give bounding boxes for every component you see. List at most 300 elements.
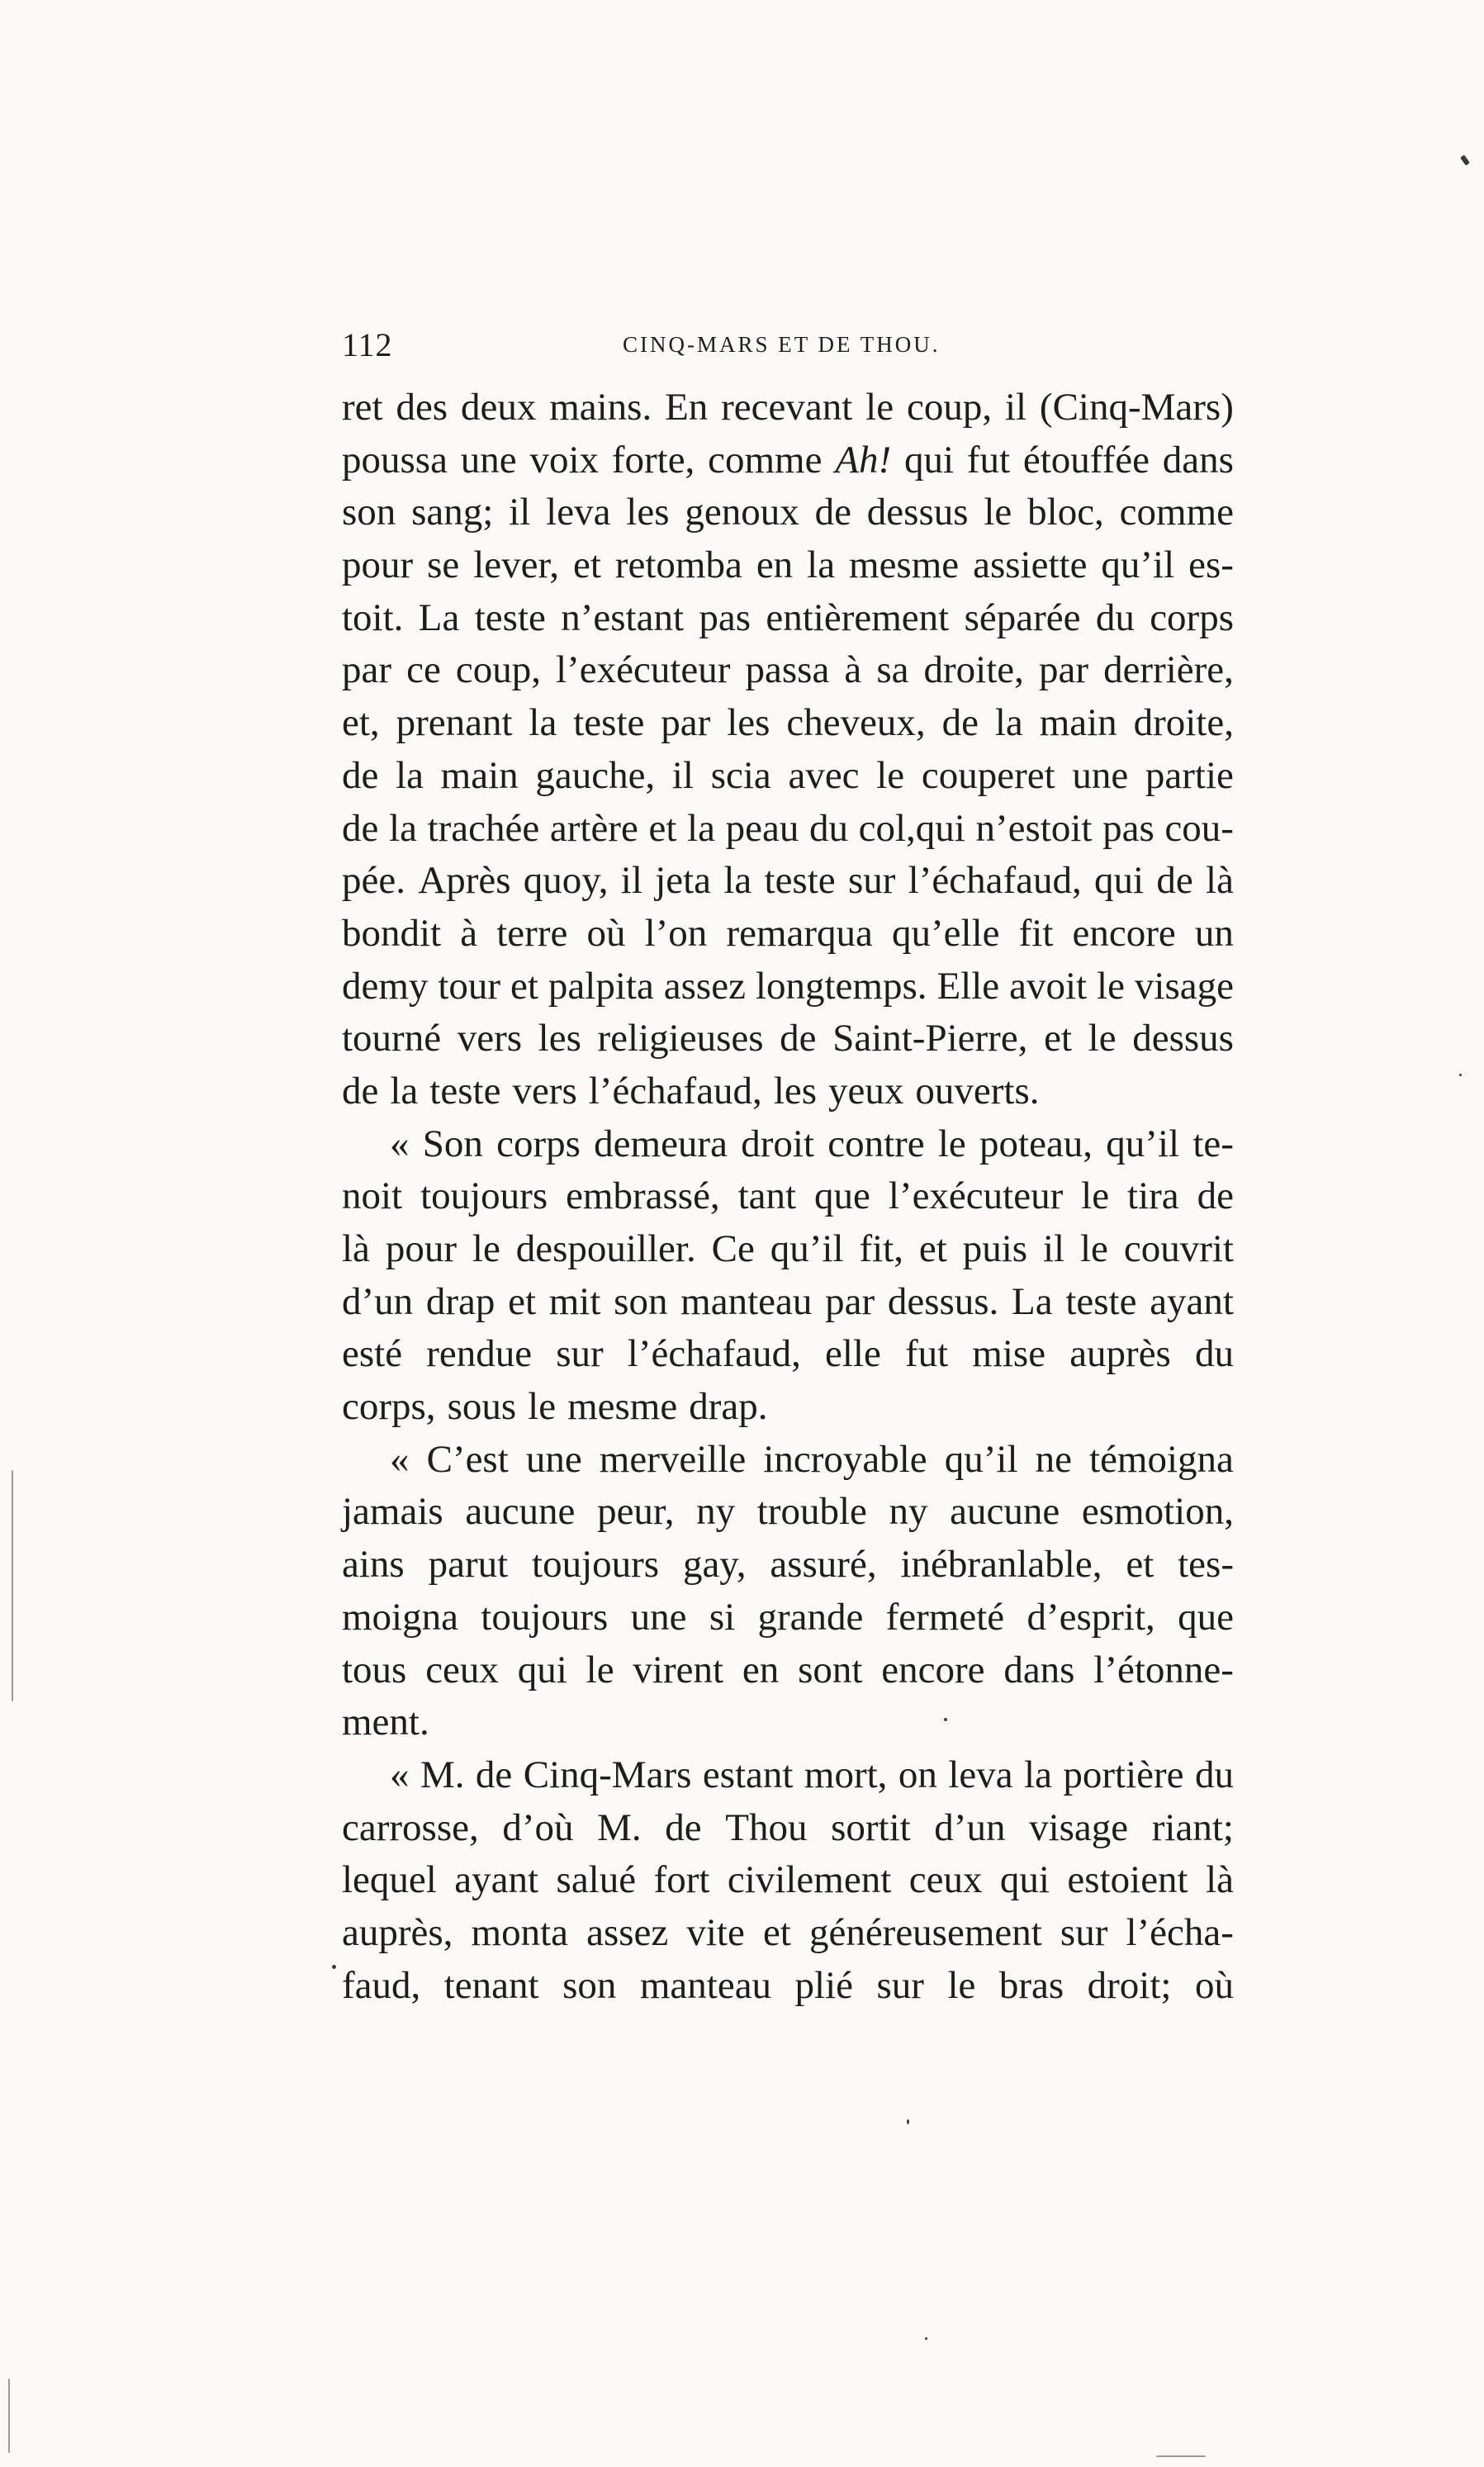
text-line [342,1696,1234,1749]
word: de [342,753,379,797]
word: se [427,543,460,587]
text-line [342,382,1234,434]
word: peur, [597,1490,675,1534]
word: on [898,1753,937,1796]
word: assez [586,1910,669,1954]
word: partie [1145,753,1234,797]
word: sang; [411,491,494,534]
word: qui [1094,859,1145,903]
text-line [342,1960,1234,2013]
word: la [390,1069,419,1113]
word: ce [406,648,441,692]
word: main [440,753,519,797]
word: du [1194,1332,1234,1376]
word: de [780,1017,817,1060]
word: tous [342,1648,407,1691]
word: salué [556,1858,637,1902]
word: encore [881,1648,985,1691]
word: Saint-Pierre, [832,1017,1028,1060]
word: cou- [1164,806,1234,850]
word: corps [496,1122,581,1165]
word: en [742,1648,780,1691]
word: il [620,859,642,903]
word: poussa [342,438,448,482]
word: noit [342,1174,403,1218]
word: il [1004,386,1027,429]
word: visage [1029,1805,1129,1849]
word: l’échafaud, [627,1332,801,1376]
word: tant [737,1174,797,1218]
word: Ce [711,1227,755,1270]
word: que [1178,1595,1234,1639]
word: « [390,1122,410,1165]
word: il [671,753,694,797]
word: mesme [567,1385,678,1429]
word: contre [827,1122,925,1165]
word: ayant [454,1858,539,1902]
word: auprès [1069,1332,1171,1376]
word: teste [573,701,645,745]
word: monta [471,1910,568,1954]
word: civilement [727,1858,892,1902]
word: assez [663,964,746,1008]
word: mit [548,1279,601,1323]
word: généreusement [808,1910,1042,1954]
word: et, [342,701,380,745]
word: là [1206,859,1234,903]
word: palpita [548,964,654,1008]
word: n’estant [561,595,685,639]
text-line [342,1065,1234,1118]
word: étouffée [1022,438,1150,482]
text-line [342,1592,1234,1644]
word: auprès, [342,1910,453,1954]
word: lequel [342,1858,437,1902]
text-line [342,1170,1234,1223]
word: Cinq-Mars [523,1753,692,1796]
scan-speck [944,1718,947,1721]
word: droite, [1133,701,1234,745]
word: par [825,1279,875,1323]
scan-speck [12,1470,13,1701]
word: plié [794,1963,854,2007]
word: une [525,1437,582,1481]
word: bondit [342,911,442,955]
scan-speck [907,2119,909,2124]
word: fut [904,1332,949,1376]
word: aucune [465,1490,576,1534]
word: du [1194,1753,1234,1796]
word: parut [428,1543,509,1587]
word: tes- [1178,1543,1234,1587]
word: pour [385,1227,457,1270]
word: dans [1162,438,1234,482]
word: comme [708,438,823,482]
text-line [342,908,1234,961]
page-number: 112 [342,326,393,363]
word: il [1042,1227,1065,1270]
word: l’écha- [1126,1910,1234,1954]
scan-speck [1459,1074,1462,1076]
word: demy [342,964,429,1008]
word: te- [1192,1122,1234,1165]
running-title: CINQ-MARS ET DE THOU. [623,332,941,357]
word: la [1024,1753,1052,1796]
word: là [342,1227,370,1270]
word: l’échafaud, [588,1069,762,1113]
word: scia [710,753,771,797]
word: corps, [342,1385,436,1429]
word: la [687,806,715,850]
word: gauche, [535,753,656,797]
word: séparée [964,595,1081,639]
word: drap [425,1279,495,1323]
word: si [709,1595,736,1639]
word: Ah! [835,438,892,482]
word: l’exécuteur [556,648,731,692]
word: fut [966,438,1011,482]
text-line [342,1907,1234,1960]
word: le [586,1648,614,1691]
word: mise [972,1332,1046,1376]
word: teste [429,1069,501,1113]
word: à [460,911,478,955]
word: d’un [934,1805,1006,1849]
word: de [1156,859,1193,903]
word: « [390,1753,410,1796]
word: lever, [473,543,560,587]
word: merveille [599,1437,747,1481]
word: à [844,648,862,692]
word: teste [764,859,836,903]
word: une [630,1595,687,1639]
word: et [762,1910,791,1954]
word: grande [757,1595,864,1639]
word: le [865,386,894,429]
word: sa [876,648,909,692]
word: il [509,491,531,534]
word: qu’il [944,1437,1018,1481]
text-line [342,1802,1234,1855]
text-line [342,1013,1234,1065]
word: toit. [342,595,404,639]
word: C’est [426,1437,509,1481]
word: son [614,1279,668,1323]
word: une [1072,753,1129,797]
word: riant; [1151,1805,1234,1849]
body-text [342,382,1234,2012]
word: visage [1134,964,1234,1008]
word: religieuses [597,1017,764,1060]
word: que [814,1174,870,1218]
word: la [807,543,836,587]
word: leva [546,491,611,534]
word: assiette [973,543,1088,587]
word: remarqua [726,911,873,955]
word: bloc, [1027,491,1104,534]
word: mains. [549,386,652,429]
word: dessus. [887,1279,999,1323]
word: comme [1119,491,1234,534]
word: coup, [455,648,541,692]
word: et [510,964,538,1008]
word: es- [1188,543,1234,587]
text-line [342,1118,1234,1171]
word: et [648,806,677,850]
word: le [528,1385,557,1429]
word: sont [798,1648,863,1691]
word: sous [447,1385,517,1429]
word: forte, [611,438,695,482]
text-line [342,592,1234,645]
word: la [529,701,557,745]
word: le [472,1227,500,1270]
word: en [756,543,794,587]
word: tourné [342,1017,442,1060]
scan-speck [1460,154,1470,165]
word: ny [696,1490,736,1534]
word: mesme [849,543,960,587]
word: sur [847,859,896,903]
text-line [342,1539,1234,1592]
word: de [814,491,851,534]
word: le [1081,1174,1110,1218]
word: prenant [396,701,513,745]
word: couperet [921,753,1055,797]
word: qu’il [1101,543,1175,587]
word: deux [460,386,537,429]
word: de [342,806,379,850]
word: incroyable [763,1437,927,1481]
scan-speck [8,2379,10,2453]
word: toujours [420,1174,548,1218]
word: col,qui [858,806,965,850]
text-line [342,1434,1234,1487]
page-header [342,325,1234,367]
word: n’estoit [975,806,1093,850]
word: le [947,1963,976,2007]
word: le [937,1122,966,1165]
word: d’esprit, [1026,1595,1155,1639]
word: trachée [427,806,540,850]
word: Après [418,859,511,903]
word: du [808,806,848,850]
word: dessus [866,491,969,534]
word: Son [422,1122,483,1165]
word: de [941,701,979,745]
word: estoient [1067,1858,1188,1902]
word: la [723,859,752,903]
word: vers [457,1017,523,1060]
word: moigna [342,1595,458,1639]
word: sur [556,1332,604,1376]
word: les [773,1069,818,1113]
word: vite [686,1910,745,1954]
word: couvrit [1123,1227,1234,1270]
word: pas [1102,806,1154,850]
word: de [1197,1174,1234,1218]
word: yeux [828,1069,904,1113]
word: de [475,1753,513,1796]
word: inébranlable, [900,1543,1102,1587]
word: entièrement [766,595,950,639]
word: droite, [923,648,1024,692]
word: par [1038,648,1088,692]
word: la [396,753,424,797]
word: le [1088,1017,1117,1060]
word: par [661,701,711,745]
word: qui [903,438,955,482]
word: sur [1060,1910,1108,1954]
text-line [342,1749,1234,1802]
word: la [389,806,417,850]
text-line [342,750,1234,803]
word: puis [962,1227,1028,1270]
word: ne [1035,1437,1072,1481]
word: portière [1063,1753,1184,1796]
word: témoigna [1089,1437,1234,1481]
word: là [1206,1858,1234,1902]
text-line [342,644,1234,697]
word: manteau [680,1279,813,1323]
word: embrassé, [566,1174,720,1218]
word: ceux [908,1858,983,1902]
word: une [460,438,517,482]
word: par [342,648,392,692]
word: La [418,595,460,639]
word: ayant [1150,1279,1234,1323]
word: qu’il [770,1227,844,1270]
text-line [342,1276,1234,1329]
text-line [342,855,1234,908]
word: sur [876,1963,924,2007]
word: vers [512,1069,577,1113]
text-line [342,486,1234,539]
word: les [626,491,670,534]
word: des [396,386,448,429]
word: le [876,753,905,797]
word: esmotion, [1081,1490,1234,1534]
word: main [1039,701,1117,745]
word: voix [529,438,600,482]
word: fermeté [885,1595,1005,1639]
word: trouble [756,1490,867,1534]
word: terre [496,911,568,955]
scan-speck [332,1965,336,1969]
word: longtemps. [755,964,927,1008]
word: aucune [950,1490,1060,1534]
text-line [342,1486,1234,1539]
word: la [994,701,1023,745]
word: La [1012,1279,1053,1323]
word: de [665,1805,702,1849]
word: toujours [481,1595,609,1639]
word: qu’elle [892,911,1000,955]
text-line [342,1644,1234,1697]
text-line [342,539,1234,592]
word: coup, [906,386,993,429]
text-line [342,1381,1234,1434]
word: carrosse, [342,1805,479,1849]
word: un [1194,911,1234,955]
word: manteau [639,1963,772,2007]
word: ment. [342,1701,429,1744]
word: l’exécuteur [888,1174,1064,1218]
word: jeta [655,859,712,903]
word: faud, [342,1963,421,2007]
word: pas [699,595,751,639]
word: toujours [532,1543,660,1587]
word: qu’il [1106,1122,1180,1165]
word: et [1126,1543,1154,1587]
word: le [984,491,1012,534]
word: corps [1150,595,1234,639]
word: ceux [425,1648,499,1691]
word: M. [420,1753,465,1796]
word: avoit [1009,964,1088,1008]
word: gay, [682,1543,747,1587]
text-line [342,1223,1234,1276]
text-line [342,961,1234,1013]
word: les [727,701,770,745]
word: qui [999,1858,1050,1902]
word: où [1194,1963,1234,2007]
word: derrière, [1103,648,1234,692]
word: despouiller. [515,1227,696,1270]
word: rendue [426,1332,533,1376]
word: ains [342,1543,405,1587]
word: et [572,543,601,587]
text-line [342,803,1234,856]
word: avec [788,753,860,797]
word: d’où [502,1805,574,1849]
word: recevant [721,386,853,429]
word: et [918,1227,947,1270]
word: dessus [1132,1017,1234,1060]
word: demeura [594,1122,728,1165]
word: elle [824,1332,881,1376]
word: jamais [342,1490,443,1534]
word: ny [889,1490,928,1534]
word: d’un [342,1279,414,1323]
word: fort [653,1858,710,1902]
word: M. [597,1805,642,1849]
word: assuré, [770,1543,877,1587]
word: En [665,386,709,429]
word: Elle [936,964,1000,1008]
word: « [390,1437,410,1481]
word: du [1095,595,1135,639]
word: et [1044,1017,1072,1060]
word: quoy, [523,859,609,903]
word: passa [745,648,830,692]
word: ret [342,386,383,429]
word: teste [474,595,546,639]
scan-speck [1156,2455,1206,2457]
word: artère [549,806,638,850]
word: fit [1018,911,1054,955]
word: cheveux, [786,701,926,745]
word: ouverts. [915,1069,1040,1113]
text-line [342,697,1234,750]
word: estant [702,1753,794,1796]
word: fit, [859,1227,903,1270]
word: son [342,491,396,534]
word: son [562,1963,617,2007]
word: encore [1072,911,1176,955]
scan-speck [925,2337,927,2340]
word: (Cinq-Mars) [1039,386,1234,429]
